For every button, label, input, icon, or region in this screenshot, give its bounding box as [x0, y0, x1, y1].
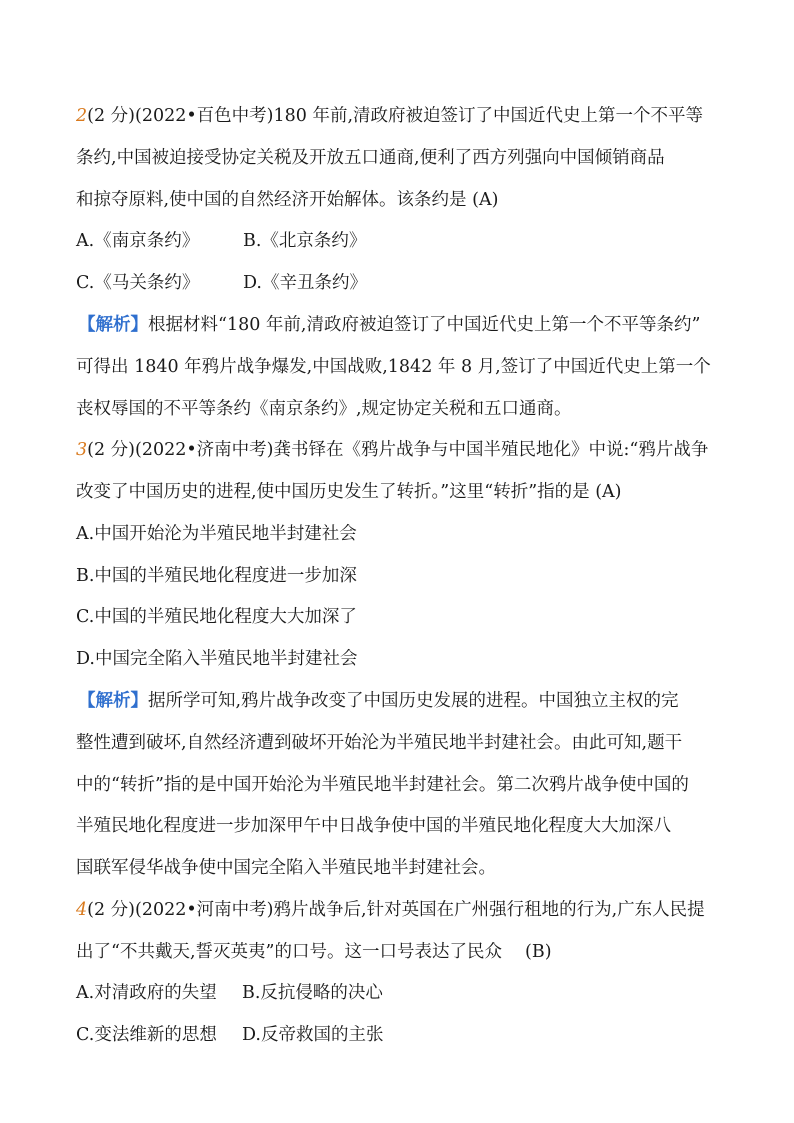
q4-option-d: D.反帝救国的主张 [242, 1025, 384, 1045]
q4-options-row-1 [76, 981, 726, 1005]
q2-option-d: D.《辛丑条约》 [243, 273, 367, 293]
q2-number: 2 [76, 106, 88, 126]
q4-option-b: B.反抗侵略的决心 [242, 983, 383, 1003]
q3-stem-line-2: 改变了中国历史的进程,使中国历史发生了转折。”这里“转折”指的是 (A) [76, 482, 622, 502]
q2-options-row-1 [76, 229, 726, 253]
q3-option-d: D.中国完全陷入半殖民地半封建社会 [76, 649, 358, 669]
q2-analysis-tag: 【解析】 [78, 315, 148, 335]
q2-stem-line-1: 2(2 分)(2022•百色中考)180 年前,清政府被迫签订了中国近代史上第一个不平等 [76, 106, 704, 126]
q3-analysis-line-2: 整性遭到破坏,自然经济遭到破坏开始沦为半殖民地半封建社会。由此可知,题干 [76, 733, 683, 753]
q2-analysis-line-1: 【解析】根据材料“180 年前,清政府被迫签订了中国近代史上第一个不平等条约” [78, 315, 701, 335]
q2-options-row-2 [76, 271, 726, 295]
q2-stem-line-2: 条约,中国被迫接受协定关税及开放五口通商,便利了西方列强向中国倾销商品 [76, 148, 665, 168]
q3-option-a: A.中国开始沦为半殖民地半封建社会 [76, 524, 357, 544]
q2-analysis-line-3: 丧权辱国的不平等条约《南京条约》,规定协定关税和五口通商。 [76, 399, 572, 419]
q4-stem-line-2: 出了“不共戴天,誓灭英夷”的口号。这一口号表达了民众 (B) [76, 942, 552, 962]
q4-option-c: C.变法维新的思想 [76, 1025, 217, 1045]
q2-analysis-line-2: 可得出 1840 年鸦片战争爆发,中国战败,1842 年 8 月,签订了中国近代史上第一个 [76, 357, 711, 377]
q4-number: 4 [76, 900, 88, 920]
q4-options-row-2 [76, 1023, 726, 1047]
q3-analysis-line-4: 半殖民地化程度进一步加深甲午中日战争使中国的半殖民地化程度大大加深八 [76, 816, 671, 836]
q2-option-c: C.《马关条约》 [76, 273, 200, 293]
q4-stem-line-1: 4(2 分)(2022•河南中考)鸦片战争后,针对英国在广州强行租地的行为,广东人民提 [76, 900, 705, 920]
q2-stem-line-3: 和掠夺原料,使中国的自然经济开始解体。该条约是 (A) [76, 190, 499, 210]
q3-option-b: B.中国的半殖民地化程度进一步加深 [76, 566, 357, 586]
q3-analysis-line-3: 中的“转折”指的是中国开始沦为半殖民地半封建社会。第二次鸦片战争使中国的 [76, 775, 689, 795]
q4-option-a: A.对清政府的失望 [76, 983, 217, 1003]
q2-option-b: B.《北京条约》 [243, 231, 367, 251]
q3-analysis-tag: 【解析】 [78, 691, 148, 711]
q3-number: 3 [76, 440, 88, 460]
q3-analysis-line-5: 国联军侵华战争使中国完全陷入半殖民地半封建社会。 [76, 858, 496, 878]
q3-option-c: C.中国的半殖民地化程度大大加深了 [76, 607, 357, 627]
q3-analysis-line-1: 【解析】据所学可知,鸦片战争改变了中国历史发展的进程。中国独立主权的完 [78, 691, 679, 711]
q2-option-a: A.《南京条约》 [76, 231, 200, 251]
q3-stem-line-1: 3(2 分)(2022•济南中考)龚书铎在《鸦片战争与中国半殖民地化》中说:“鸦片战争 [76, 440, 709, 460]
